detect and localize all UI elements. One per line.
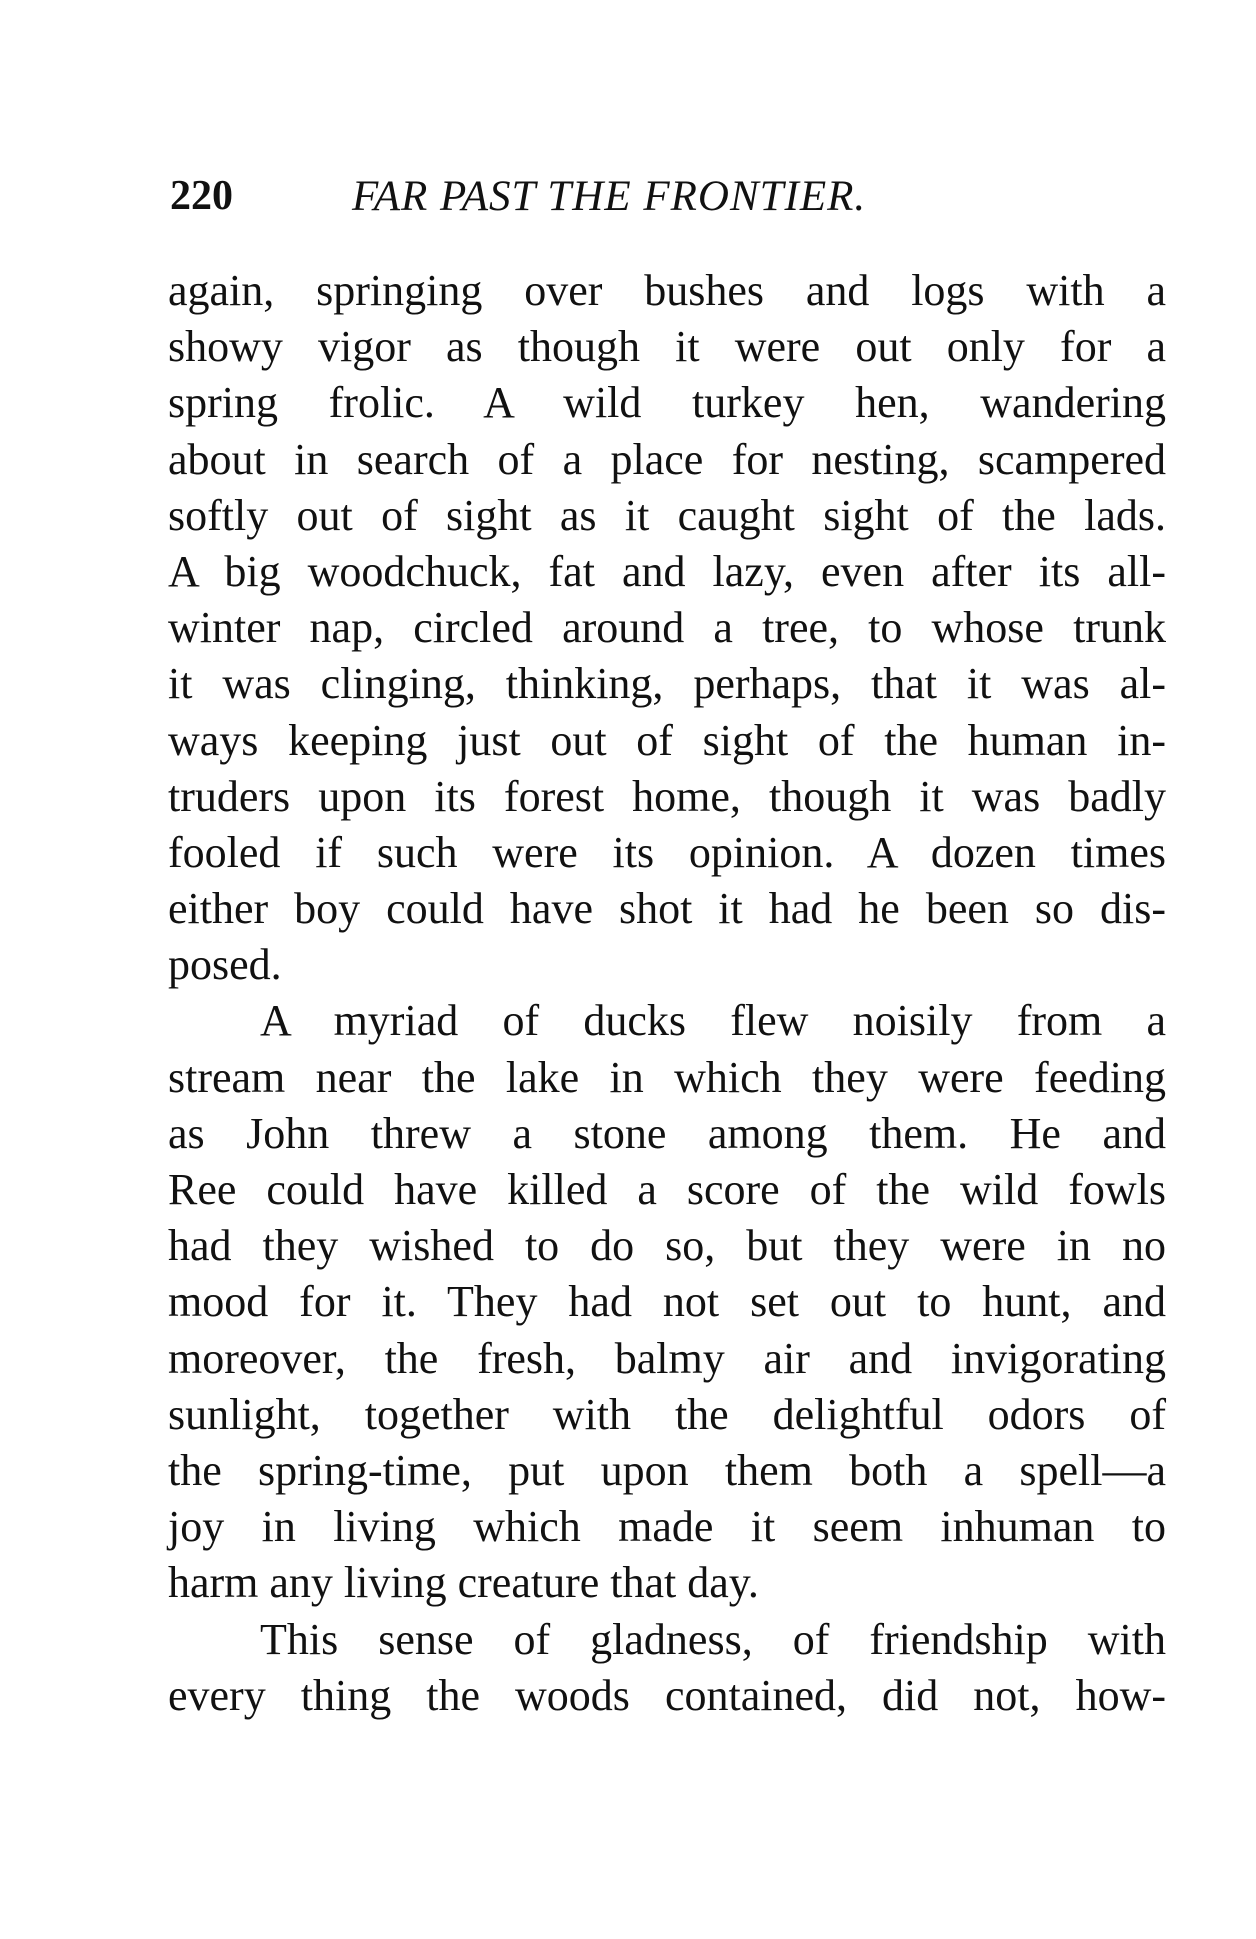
text-line: again, springing over bushes and logs with a [168, 266, 1166, 315]
text-line: harm any living creature that day. [168, 1558, 759, 1608]
text-line: posed. [168, 940, 282, 990]
text-line: spring frolic. A wild turkey hen, wandering [168, 378, 1166, 428]
text-line: This sense of gladness, of friendship with [260, 1614, 1166, 1664]
text-line: had they wished to do so, but they were in no [168, 1221, 1166, 1271]
text-line: fooled if such were its opinion. A dozen times [168, 827, 1166, 877]
text-line: as John threw a stone among them. He and [168, 1108, 1166, 1158]
text-line: ways keeping just out of sight of the human in- [168, 715, 1166, 765]
text-line: A big woodchuck, fat and lazy, even after its all- [168, 546, 1166, 596]
text-line: about in search of a place for nesting, scampered [168, 434, 1166, 484]
text-line: the spring-time, put upon them both a spell—a [168, 1445, 1166, 1495]
text-line: either boy could have shot it had he been so dis- [168, 884, 1166, 934]
text-line: Ree could have killed a score of the wild fowls [168, 1165, 1166, 1214]
text-line: A myriad of ducks flew noisily from a [260, 996, 1166, 1046]
page-header [170, 172, 1170, 232]
text-line: stream near the lake in which they were feeding [168, 1052, 1166, 1102]
text-line: softly out of sight as it caught sight of the lads. [168, 490, 1166, 540]
text-line: moreover, the fresh, balmy air and invigorating [168, 1333, 1166, 1383]
text-line: sunlight, together with the delightful odors of [168, 1389, 1166, 1439]
page-number: 220 [170, 173, 233, 219]
text-line: it was clinging, thinking, perhaps, that it was al- [168, 659, 1166, 709]
text-line: every thing the woods contained, did not, how- [168, 1670, 1166, 1720]
running-title: FAR PAST THE FRONTIER. [352, 173, 867, 220]
text-line: mood for it. They had not set out to hunt, and [168, 1277, 1166, 1327]
text-line: winter nap, circled around a tree, to whose trunk [168, 603, 1166, 653]
text-line: truders upon its forest home, though it was badly [168, 771, 1166, 821]
text-line: joy in living which made it seem inhuman to [168, 1502, 1166, 1552]
body-text [168, 263, 1166, 1724]
text-line: showy vigor as though it were out only for a [168, 322, 1166, 372]
